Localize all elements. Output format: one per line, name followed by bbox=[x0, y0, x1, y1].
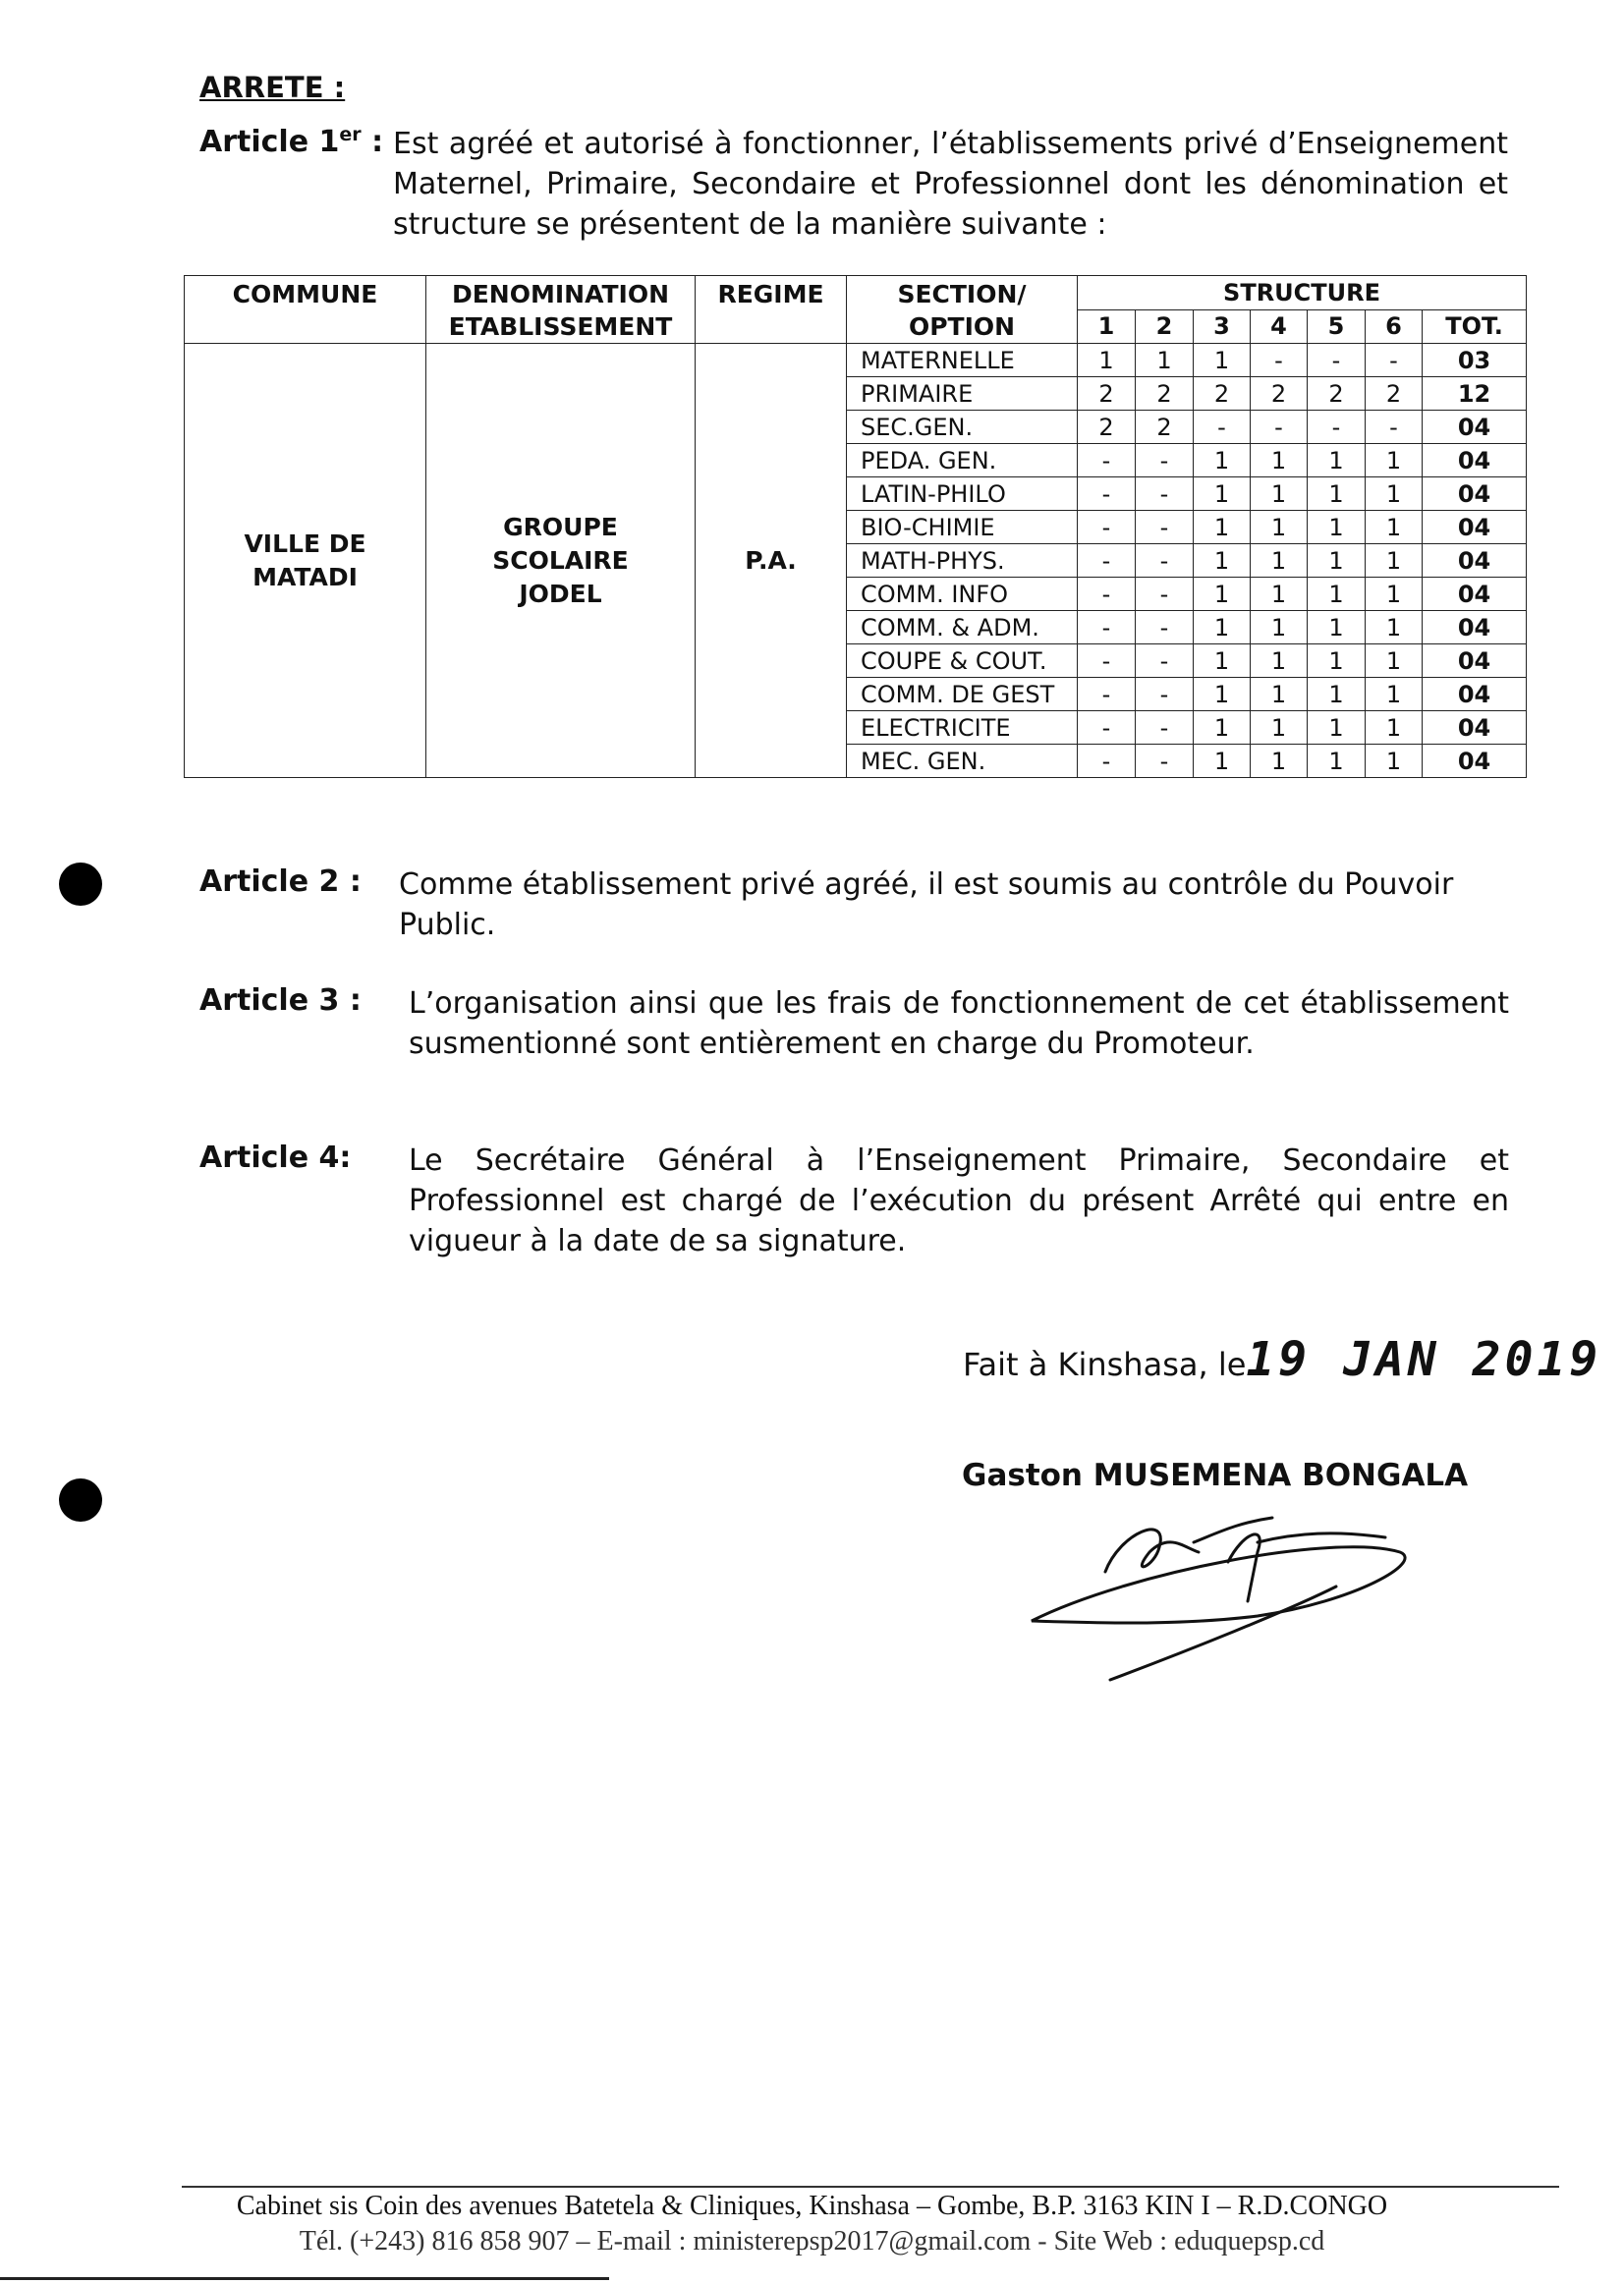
level-cell: 2 bbox=[1078, 377, 1136, 411]
level-cell: - bbox=[1136, 544, 1194, 578]
level-cell: 1 bbox=[1194, 678, 1251, 711]
document-heading: ARRETE : bbox=[199, 71, 346, 104]
commune-cell: VILLE DE MATADI bbox=[185, 344, 426, 778]
section-cell: SEC.GEN. bbox=[847, 411, 1078, 444]
level-cell: 1 bbox=[1366, 644, 1423, 678]
total-cell: 04 bbox=[1423, 544, 1527, 578]
bottom-rule bbox=[0, 2277, 609, 2280]
level-cell: 1 bbox=[1308, 444, 1366, 477]
level-cell: 1 bbox=[1194, 578, 1251, 611]
section-cell: PEDA. GEN. bbox=[847, 444, 1078, 477]
level-cell: - bbox=[1078, 578, 1136, 611]
article-1-text: Est agréé et autorisé à fonctionner, l’établissements privé d’Enseignement Maternel, Primaire, Secondaire et Professionnel dont les dénomination et structure se présentent de la manière suivante : bbox=[393, 127, 1508, 242]
level-cell: 1 bbox=[1308, 745, 1366, 778]
level-cell: - bbox=[1136, 477, 1194, 511]
level-cell: 1 bbox=[1308, 711, 1366, 745]
section-cell: LATIN-PHILO bbox=[847, 477, 1078, 511]
level-cell: - bbox=[1136, 578, 1194, 611]
total-cell: 04 bbox=[1423, 644, 1527, 678]
level-cell: 1 bbox=[1366, 611, 1423, 644]
level-cell: - bbox=[1078, 544, 1136, 578]
header-level: 1 bbox=[1078, 309, 1136, 344]
level-cell: 2 bbox=[1251, 377, 1308, 411]
level-cell: 1 bbox=[1194, 644, 1251, 678]
level-cell: - bbox=[1136, 511, 1194, 544]
etablissement-cell: GROUPE SCOLAIRE JODEL bbox=[426, 344, 696, 778]
level-cell: 1 bbox=[1251, 644, 1308, 678]
level-cell: - bbox=[1078, 678, 1136, 711]
level-cell: 1 bbox=[1251, 477, 1308, 511]
level-cell: - bbox=[1078, 477, 1136, 511]
level-cell: 1 bbox=[1194, 344, 1251, 377]
level-cell: 1 bbox=[1251, 578, 1308, 611]
level-cell: 2 bbox=[1308, 377, 1366, 411]
level-cell: 1 bbox=[1366, 711, 1423, 745]
section-cell: COMM. & ADM. bbox=[847, 611, 1078, 644]
header-section: SECTION/ OPTION bbox=[847, 276, 1078, 344]
level-cell: 1 bbox=[1194, 711, 1251, 745]
article-2-label: Article 2 : bbox=[199, 864, 362, 899]
total-cell: 04 bbox=[1423, 477, 1527, 511]
level-cell: - bbox=[1078, 745, 1136, 778]
level-cell: 1 bbox=[1251, 745, 1308, 778]
total-cell: 04 bbox=[1423, 411, 1527, 444]
level-cell: 1 bbox=[1136, 344, 1194, 377]
level-cell: 2 bbox=[1078, 411, 1136, 444]
section-cell: MEC. GEN. bbox=[847, 745, 1078, 778]
level-cell: 1 bbox=[1308, 644, 1366, 678]
total-cell: 04 bbox=[1423, 578, 1527, 611]
level-cell: - bbox=[1136, 444, 1194, 477]
level-cell: 1 bbox=[1366, 511, 1423, 544]
header-level: 4 bbox=[1251, 309, 1308, 344]
level-cell: 1 bbox=[1251, 444, 1308, 477]
header-structure: STRUCTURE bbox=[1078, 276, 1527, 310]
total-cell: 04 bbox=[1423, 745, 1527, 778]
regime-cell: P.A. bbox=[696, 344, 847, 778]
article-4-label: Article 4: bbox=[199, 1141, 352, 1175]
level-cell: 1 bbox=[1194, 444, 1251, 477]
level-cell: 1 bbox=[1251, 711, 1308, 745]
header-commune: COMMUNE bbox=[185, 276, 426, 344]
level-cell: - bbox=[1136, 711, 1194, 745]
place-and-date: Fait à Kinshasa, le19 JAN 2019 bbox=[963, 1332, 1602, 1387]
header-level: 5 bbox=[1308, 309, 1366, 344]
total-cell: 03 bbox=[1423, 344, 1527, 377]
level-cell: 1 bbox=[1251, 678, 1308, 711]
level-cell: 1 bbox=[1251, 544, 1308, 578]
section-cell: ELECTRICITE bbox=[847, 711, 1078, 745]
footer-contact: Tél. (+243) 816 858 907 – E-mail : ministerepsp2017@gmail.com - Site Web : eduquepsp.cd bbox=[299, 2226, 1325, 2256]
level-cell: 1 bbox=[1308, 544, 1366, 578]
level-cell: 1 bbox=[1366, 678, 1423, 711]
level-cell: - bbox=[1366, 344, 1423, 377]
punch-hole-dot bbox=[59, 863, 102, 906]
section-cell: MATH-PHYS. bbox=[847, 544, 1078, 578]
structure-table bbox=[184, 275, 1527, 778]
article-4-text: Le Secrétaire Général à l’Enseignement Primaire, Secondaire et Professionnel est chargé de l’exécution du présent Arrêté qui entre en vigueur à la date de sa signature. bbox=[409, 1143, 1509, 1258]
total-cell: 04 bbox=[1423, 678, 1527, 711]
date-stamp: 19 JAN 2019 bbox=[1246, 1332, 1602, 1387]
article-1-label: Article 1er : bbox=[199, 124, 384, 159]
header-total: TOT. bbox=[1423, 309, 1527, 344]
level-cell: 1 bbox=[1366, 745, 1423, 778]
level-cell: 2 bbox=[1136, 377, 1194, 411]
level-cell: 1 bbox=[1366, 578, 1423, 611]
article-3-text: L’organisation ainsi que les frais de fonctionnement de cet établissement susmentionné sont entièrement en charge du Promoteur. bbox=[409, 986, 1509, 1061]
total-cell: 04 bbox=[1423, 511, 1527, 544]
level-cell: - bbox=[1136, 644, 1194, 678]
level-cell: - bbox=[1136, 611, 1194, 644]
section-cell: PRIMAIRE bbox=[847, 377, 1078, 411]
section-cell: MATERNELLE bbox=[847, 344, 1078, 377]
level-cell: 2 bbox=[1194, 377, 1251, 411]
footer-divider bbox=[182, 2186, 1559, 2188]
level-cell: 1 bbox=[1251, 511, 1308, 544]
total-cell: 12 bbox=[1423, 377, 1527, 411]
section-cell: COMM. INFO bbox=[847, 578, 1078, 611]
level-cell: - bbox=[1078, 511, 1136, 544]
level-cell: - bbox=[1251, 411, 1308, 444]
level-cell: 1 bbox=[1308, 611, 1366, 644]
total-cell: 04 bbox=[1423, 444, 1527, 477]
article-3-label: Article 3 : bbox=[199, 983, 362, 1018]
header-regime: REGIME bbox=[696, 276, 847, 344]
section-cell: COUPE & COUT. bbox=[847, 644, 1078, 678]
level-cell: - bbox=[1366, 411, 1423, 444]
level-cell: 1 bbox=[1194, 477, 1251, 511]
punch-hole-dot bbox=[59, 1478, 102, 1522]
level-cell: 1 bbox=[1308, 578, 1366, 611]
section-cell: COMM. DE GEST bbox=[847, 678, 1078, 711]
level-cell: 1 bbox=[1366, 477, 1423, 511]
level-cell: 1 bbox=[1078, 344, 1136, 377]
signature-icon bbox=[1012, 1493, 1425, 1690]
level-cell: - bbox=[1078, 711, 1136, 745]
level-cell: - bbox=[1078, 444, 1136, 477]
table-row bbox=[185, 344, 1527, 377]
level-cell: 1 bbox=[1194, 544, 1251, 578]
level-cell: 1 bbox=[1366, 444, 1423, 477]
level-cell: - bbox=[1308, 344, 1366, 377]
level-cell: 1 bbox=[1251, 611, 1308, 644]
header-level: 3 bbox=[1194, 309, 1251, 344]
level-cell: 1 bbox=[1366, 544, 1423, 578]
header-level: 2 bbox=[1136, 309, 1194, 344]
footer-address: Cabinet sis Coin des avenues Batetela & Cliniques, Kinshasa – Gombe, B.P. 3163 KIN I – R.D.CONGO bbox=[236, 2191, 1388, 2221]
signatory-name: Gaston MUSEMENA BONGALA bbox=[962, 1458, 1469, 1493]
level-cell: 1 bbox=[1308, 678, 1366, 711]
level-cell: - bbox=[1251, 344, 1308, 377]
level-cell: - bbox=[1308, 411, 1366, 444]
level-cell: - bbox=[1136, 745, 1194, 778]
header-denomination: DENOMINATION ETABLISSEMENT bbox=[426, 276, 696, 344]
total-cell: 04 bbox=[1423, 711, 1527, 745]
level-cell: - bbox=[1136, 678, 1194, 711]
level-cell: 2 bbox=[1366, 377, 1423, 411]
level-cell: - bbox=[1194, 411, 1251, 444]
level-cell: - bbox=[1078, 611, 1136, 644]
level-cell: 1 bbox=[1194, 511, 1251, 544]
level-cell: 1 bbox=[1308, 511, 1366, 544]
article-2-text: Comme établissement privé agréé, il est soumis au contrôle du Pouvoir Public. bbox=[399, 867, 1454, 942]
level-cell: 1 bbox=[1308, 477, 1366, 511]
total-cell: 04 bbox=[1423, 611, 1527, 644]
level-cell: - bbox=[1078, 644, 1136, 678]
level-cell: 2 bbox=[1136, 411, 1194, 444]
level-cell: 1 bbox=[1194, 611, 1251, 644]
section-cell: BIO-CHIMIE bbox=[847, 511, 1078, 544]
header-level: 6 bbox=[1366, 309, 1423, 344]
level-cell: 1 bbox=[1194, 745, 1251, 778]
